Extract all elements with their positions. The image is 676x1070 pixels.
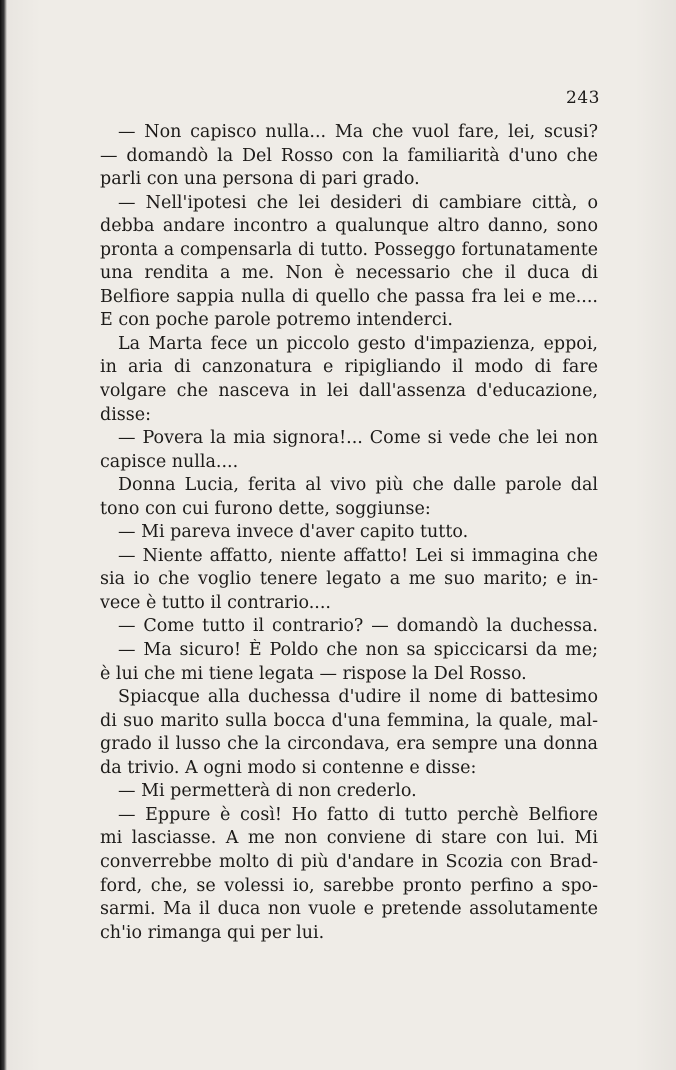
text-line: debba andare incontro a qualunque altro danno, sono	[100, 216, 598, 237]
text-line: — Nell'ipotesi che lei desideri di cambiare città, o	[118, 192, 598, 213]
text-line: converrebbe molto di più d'andare in Scozia con Brad-	[100, 851, 598, 872]
text-line: da trivio. A ogni modo si contenne e disse:	[100, 757, 477, 778]
text-line: parli con una persona di pari grado.	[100, 169, 420, 190]
text-line: grado il lusso che la circondava, era sempre una donna	[100, 734, 598, 755]
text-line: sarmi. Ma il duca non vuole e pretende assolutamente	[100, 899, 598, 920]
text-line: vece è tutto il contrario....	[100, 592, 331, 613]
text-line: La Marta fece un piccolo gesto d'impazienza, eppoi,	[118, 333, 598, 354]
text-line: sia io che voglio tenere legato a me suo marito; e in-	[100, 569, 598, 590]
text-line: Belfiore sappia nulla di quello che passa fra lei e me....	[100, 286, 598, 307]
text-line: capisce nulla....	[100, 451, 239, 472]
text-line: — Mi permetterà di non crederlo.	[118, 781, 417, 802]
text-line: — Ma sicuro! È Poldo che non sa spiccicarsi da me;	[118, 640, 598, 661]
text-line: E con poche parole potremo intenderci.	[100, 310, 453, 331]
text-line: — Non capisco nulla... Ma che vuol fare, lei, scusi?	[118, 122, 598, 142]
text-line: mi lasciasse. A me non conviene di stare con lui. Mi	[100, 828, 598, 849]
text-line: — domandò la Del Rosso con la familiarità d'uno che	[100, 145, 598, 166]
text-line: ford, che, se volessi io, sarebbe pronto perfino a spo-	[100, 875, 598, 896]
text-line: è lui che mi tiene legata — rispose la Del Rosso.	[100, 663, 527, 684]
text-line: — Niente affatto, niente affatto! Lei si immagina che	[118, 545, 598, 566]
text-line: pronta a compensarla di tutto. Posseggo fortunatamente	[100, 239, 598, 260]
text-line: — Povera la mia signora!... Come si vede che lei non	[118, 428, 598, 449]
text-line: di suo marito sulla bocca d'una femmina, la quale, mal-	[100, 710, 598, 731]
page-number: 243	[566, 88, 600, 108]
text-line: — Come tutto il contrario? — domandò la duchessa.	[118, 616, 598, 637]
text-line: disse:	[100, 404, 152, 425]
text-line: — Eppure è così! Ho fatto di tutto perchè Belfiore	[118, 804, 598, 825]
text-line: — Mi pareva invece d'aver capito tutto.	[118, 522, 469, 543]
text-line: una rendita a me. Non è necessario che il duca di	[100, 263, 598, 284]
text-line: in aria di canzonatura e ripigliando il modo di fare	[100, 357, 598, 378]
text-line: Donna Lucia, ferita al vivo più che dalle parole dal	[118, 475, 598, 496]
text-line: ch'io rimanga qui per lui.	[100, 922, 325, 943]
page-body-text	[100, 121, 598, 945]
text-line: volgare che nasceva in lei dall'assenza d'educazione,	[100, 381, 598, 402]
book-spine-shadow	[0, 0, 7, 1070]
text-line: tono con cui furono dette, soggiunse:	[100, 498, 431, 519]
text-line: Spiacque alla duchessa d'udire il nome di battesimo	[118, 687, 598, 708]
